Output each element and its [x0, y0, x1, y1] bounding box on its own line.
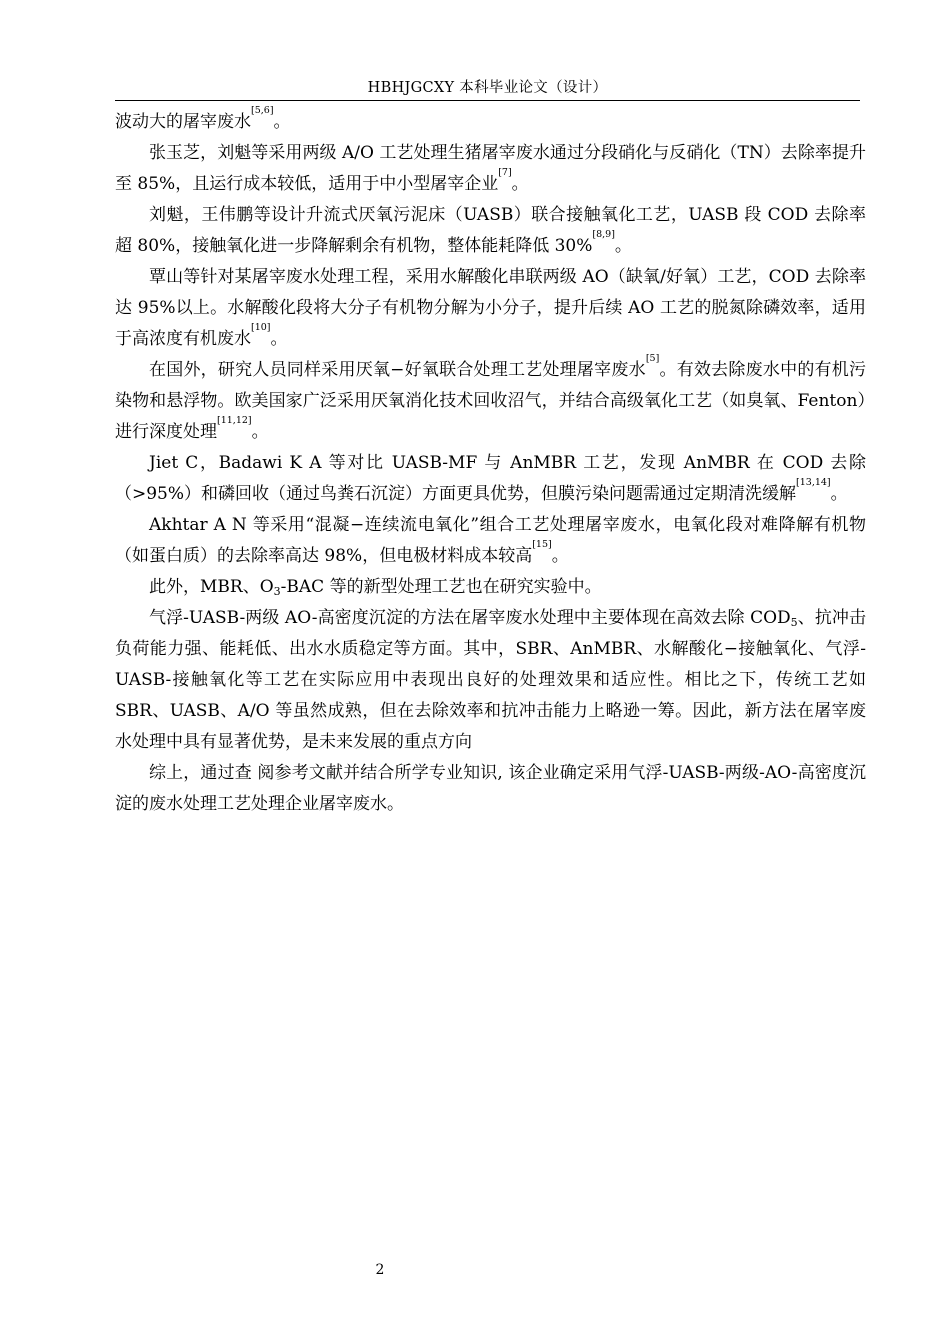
citation: [11,12]: [217, 415, 252, 426]
citation: [5,6]: [251, 105, 274, 116]
citation: [15]: [532, 539, 552, 550]
subscript: 5: [790, 616, 798, 629]
paragraph: 气浮-UASB-两级 AO-高密度沉淀的方法在屠宰废水处理中主要体现在高效去除 $COD_5$、抗冲击负荷能力强、能耗低、出水水质稳定等方面。其中，SBR、AnMBR、水解酸化−接触氧化、气浮-UASB-接触氧化等工艺在实际应用中表现出良好的处理效果和适应性。相比之下，传统工艺如 SBR、UASB、A/O 等虽然成熟，但在去除效率和抗冲击能力上略逊一筹。因此，新方法在屠宰废水处理中具有显著优势，是未来发展的重点方向: [115, 608, 866, 752]
paragraph-conclusion: 综上，通过查 阅参考文献并结合所学专业知识, 该企业确定采用气浮-UASB-两级-AO-高密度沉淀的废水处理工艺处理企业屠宰废水。: [115, 763, 866, 814]
paragraph: 张玉芝，刘魁等采用两级 A/O 工艺处理生猪屠宰废水通过分段硝化与反硝化（TN）去除率提升至 85%，且运行成本较低，适用于中小型屠宰企业[7]。: [115, 143, 866, 194]
paragraph: 在国外，研究人员同样采用厌氧−好氧联合处理工艺处理屠宰废水[5]。有效去除废水中的有机污染物和悬浮物。欧美国家广泛采用厌氧消化技术回收沼气，并结合高级氧化工艺（如臭氧、Fenton）进行深度处理[11,12]。: [115, 353, 866, 442]
paragraph: Akhtar A N 等采用“混凝−连续流电氧化”组合工艺处理屠宰废水，电氧化段对难降解有机物（如蛋白质）的去除率高达 98%，但电极材料成本较高[15]。: [115, 515, 866, 566]
header-divider: [115, 100, 860, 101]
subscript: 3: [273, 585, 281, 598]
page-number: 2: [375, 1262, 385, 1278]
citation: [10]: [251, 322, 271, 333]
citation: [5]: [645, 353, 660, 364]
citation: [8,9]: [592, 229, 615, 240]
paragraph: 覃山等针对某屠宰废水处理工程，采用水解酸化串联两级 AO（缺氧/好氧）工艺，COD 去除率达 95%以上。水解酸化段将大分子有机物分解为小分子，提升后续 AO 工艺的脱氮除磷效率，适用于高浓度有机废水[10]。: [115, 267, 866, 349]
citation: [7]: [498, 167, 512, 178]
paragraph: Jiet C，Badawi K A 等对比 UASB-MF 与 AnMBR 工艺，发现 AnMBR 在 COD 去除（>95%）和磷回收（通过鸟粪石沉淀）方面更具优势，但膜污染问题需通过定期清洗缓解[13,14]。: [115, 453, 866, 504]
body-text: [115, 107, 866, 820]
page-header: HBHJGCXY 本科毕业论文（设计）: [367, 80, 608, 96]
paragraph: 此外，MBR、$O_3$-BAC 等的新型处理工艺也在研究实验中。: [149, 577, 602, 598]
citation: [13,14]: [796, 477, 831, 488]
paragraph-continuation: 波动大的屠宰废水[5,6]。: [115, 105, 291, 132]
paragraph: 刘魁，王伟鹏等设计升流式厌氧污泥床（UASB）联合接触氧化工艺，UASB 段 COD 去除率超 80%，接触氧化进一步降解剩余有机物，整体能耗降低 30%[8,9]。: [115, 205, 866, 256]
